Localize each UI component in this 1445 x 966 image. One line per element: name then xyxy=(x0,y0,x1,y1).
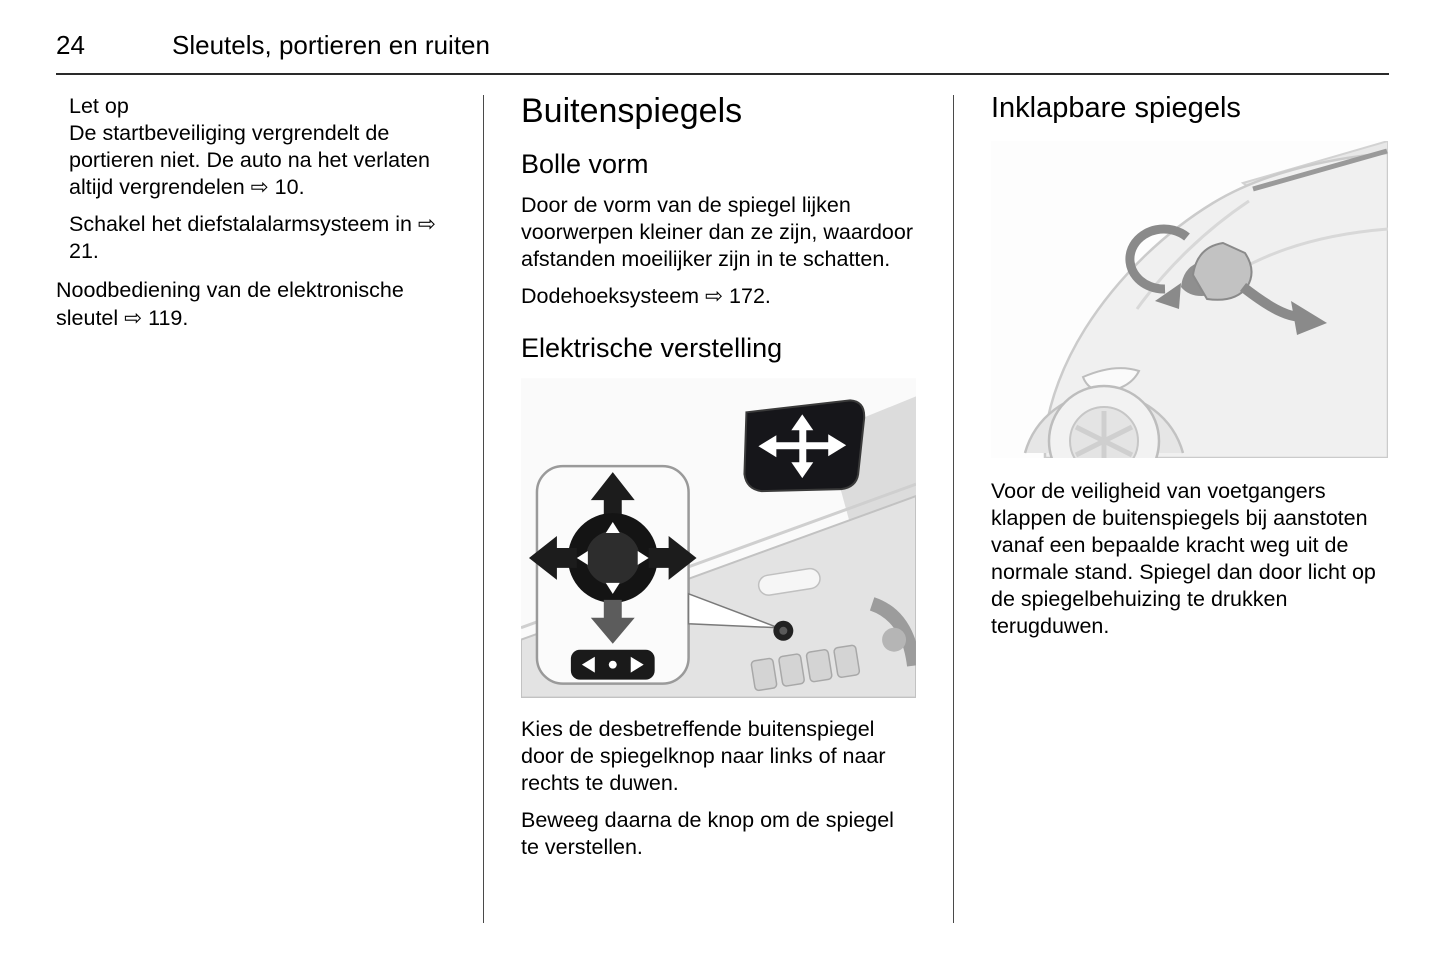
subsection-heading-bolle-vorm: Bolle vorm xyxy=(521,149,649,180)
chapter-title: Sleutels, portieren en ruiten xyxy=(172,30,490,60)
paragraph-select-mirror: Kies de desbetreffende buitenspiegel door de spiegelknop naar links of naar rechts te duwen. xyxy=(521,717,886,796)
folding-mirror-svg xyxy=(991,141,1388,458)
column-divider xyxy=(483,95,484,923)
paragraph-move-knob: Beweeg daarna de knop om de spiegel te verstellen. xyxy=(521,808,894,860)
paragraph-blind-spot-ref: Dodehoeksysteem ⇨ 172. xyxy=(521,284,771,309)
column-left xyxy=(56,93,446,923)
note-block xyxy=(56,93,446,265)
note-paragraph: De startbeveiliging vergrendelt de portieren niet. De auto na het verlaten altijd vergrendelen ⇨ 10. xyxy=(69,121,430,200)
note-title: Let op xyxy=(69,94,129,118)
mirror-control-svg xyxy=(521,378,916,698)
header-rule xyxy=(56,73,1389,75)
folding-exterior-mirror-illustration xyxy=(991,141,1388,458)
column-divider xyxy=(953,95,954,923)
note-paragraph: Schakel het diefstalalarmsysteem in ⇨ 21. xyxy=(69,212,436,264)
page-header xyxy=(56,30,1389,61)
section-heading-inklapbare-spiegels: Inklapbare spiegels xyxy=(991,92,1241,124)
column-right xyxy=(991,93,1388,923)
paragraph-convex-shape: Door de vorm van de spiegel lijken voorwerpen kleiner dan ze zijn, waardoor afstanden moeilijker zijn in te schatten. xyxy=(521,193,913,272)
paragraph-folding-mirrors: Voor de veiligheid van voetgangers klappen de buitenspiegels bij aanstoten vanaf een bepaalde kracht weg uit de normale stand. Spiegel dan door licht op de spiegelbehuizing te drukken terugduwen. xyxy=(991,478,1376,639)
column-middle xyxy=(521,93,916,923)
content-columns xyxy=(56,93,1389,923)
subsection-heading-elektrische-verstelling: Elektrische verstelling xyxy=(521,333,783,364)
exterior-mirror-with-arrows xyxy=(744,400,864,491)
mirror-adjustment-control-illustration xyxy=(521,378,916,698)
section-heading-buitenspiegels: Buitenspiegels xyxy=(521,92,743,130)
page-number: 24 xyxy=(56,30,85,60)
mirror-control-panel xyxy=(529,466,697,683)
paragraph-emergency-key: Noodbediening van de elektronische sleutel ⇨ 119. xyxy=(56,278,404,330)
